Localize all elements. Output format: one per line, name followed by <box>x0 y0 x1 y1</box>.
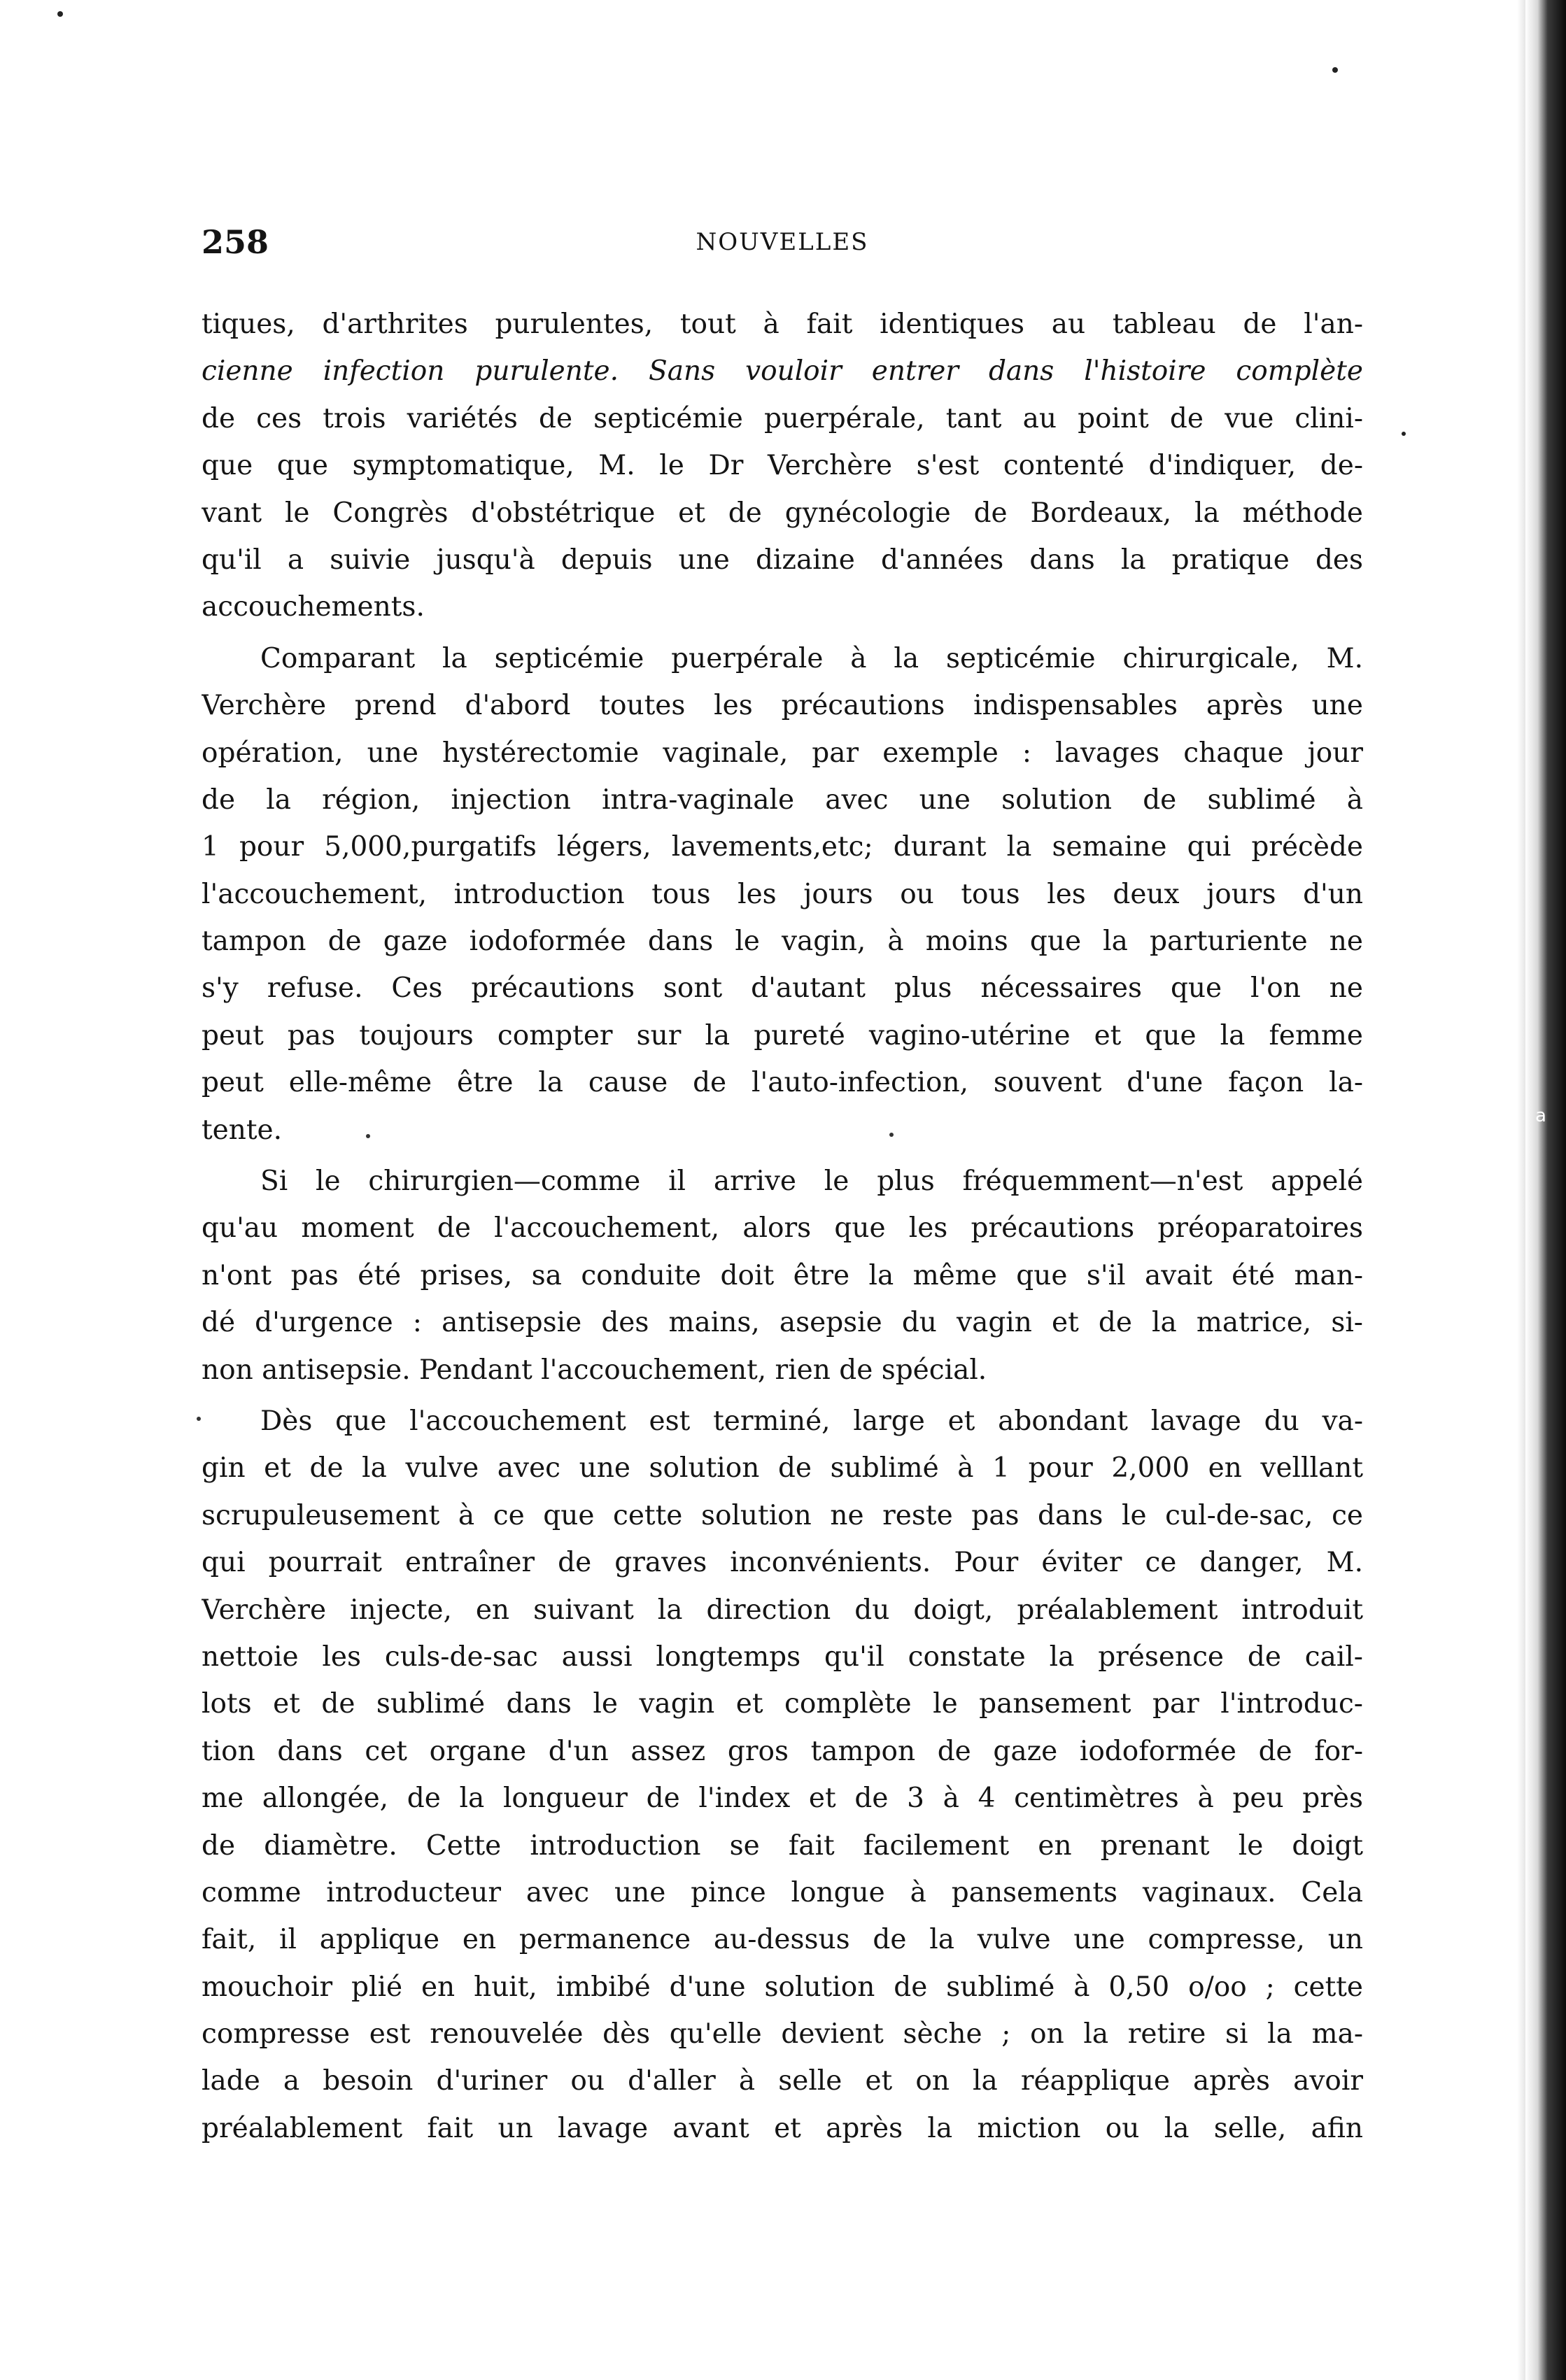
text-line: tiques, d'arthrites purulentes, tout à fait identiques au tableau de l'an- <box>202 309 1363 340</box>
text-line: l'accouchement, introduction tous les jours ou tous les deux jours d'un <box>202 878 1363 910</box>
paragraph <box>202 1398 1363 2152</box>
text-line: comme introducteur avec une pince longue à pansements vaginaux. Cela <box>202 1876 1363 1908</box>
text-line: non antisepsie. Pendant l'accouchement, rien de spécial. <box>202 1354 987 1386</box>
text-line: que que symptomatique, M. le Dr Verchère s'est contenté d'indiquer, de- <box>202 450 1363 482</box>
text-line: de diamètre. Cette introduction se fait facilement en prenant le doigt <box>202 1829 1363 1862</box>
text-line: lade a besoin d'uriner ou d'aller à selle et on la réapplique après avoir <box>202 2065 1363 2097</box>
speck <box>197 1417 201 1421</box>
text-line: Si le chirurgien—comme il arrive le plus fréquemment—n'est appelé <box>260 1166 1363 1198</box>
text-line: n'ont pas été prises, sa conduite doit être la même que s'il avait été man- <box>202 1259 1363 1291</box>
paragraph <box>202 301 1363 631</box>
text-line: tion dans cet organe d'un assez gros tampon de gaze iodoformée de for- <box>202 1735 1363 1767</box>
text-line: Verchère injecte, en suivant la direction du doigt, préalablement introduit <box>202 1594 1363 1626</box>
text-line: qu'il a suivie jusqu'à depuis une dizaine d'années dans la pratique des <box>202 544 1363 576</box>
text-line: tampon de gaze iodoformée dans le vagin, à moins que la parturiente ne <box>202 926 1363 958</box>
text-line: vant le Congrès d'obstétrique et de gynécologie de Bordeaux, la méthode <box>202 497 1363 529</box>
text-line: opération, une hystérectomie vaginale, par exemple : lavages chaque jour <box>202 737 1363 769</box>
text-line: gin et de la vulve avec une solution de sublimé à 1 pour 2,000 en velllant <box>202 1452 1363 1485</box>
page-header <box>202 221 1363 263</box>
speck <box>57 11 63 17</box>
paragraph <box>202 1158 1363 1394</box>
text-line: peut elle-même être la cause de l'auto-infection, souvent d'une façon la- <box>202 1067 1363 1099</box>
text-line: s'y refuse. Ces précautions sont d'autant plus nécessaires que l'on ne <box>202 972 1363 1005</box>
text-line: qu'au moment de l'accouchement, alors que les précautions préoparatoires <box>202 1212 1363 1245</box>
speck <box>1402 432 1406 436</box>
page-edge-shadow <box>1517 0 1525 2380</box>
text-line: dé d'urgence : antisepsie des mains, asepsie du vagin et de la matrice, si- <box>202 1307 1363 1339</box>
text-line: Verchère prend d'abord toutes les précautions indispensables après une <box>202 690 1363 722</box>
text-line: de la région, injection intra-vaginale avec une solution de sublimé à <box>202 784 1363 816</box>
text-line: lots et de sublimé dans le vagin et complète le pansement par l'introduc- <box>202 1688 1363 1720</box>
text-line: compresse est renouvelée dès qu'elle devient sèche ; on la retire si la ma- <box>202 2018 1363 2050</box>
text-line: cienne infection purulente. Sans vouloir entrer dans l'histoire complète <box>202 355 1363 388</box>
text-line: accouchements. <box>202 591 425 623</box>
speck <box>1332 67 1338 73</box>
text-line: fait, il applique en permanence au-dessus de la vulve une compresse, un <box>202 1924 1363 1956</box>
text-line: préalablement fait un lavage avant et après la miction ou la selle, afin <box>202 2112 1363 2144</box>
paragraph <box>202 635 1363 1154</box>
text-line: nettoie les culs-de-sac aussi longtemps qu'il constate la présence de cail- <box>202 1641 1363 1673</box>
text-line: 1 pour 5,000,purgatifs légers, lavements,etc; durant la semaine qui précède <box>202 831 1363 863</box>
text-line: tente. <box>202 1114 283 1146</box>
edge-mark: a <box>1535 1105 1546 1126</box>
body-text <box>202 301 1363 2152</box>
text-line: qui pourrait entraîner de graves inconvénients. Pour éviter ce danger, M. <box>202 1547 1363 1579</box>
text-line: Dès que l'accouchement est terminé, large et abondant lavage du va- <box>260 1405 1363 1437</box>
page-number: 258 <box>202 223 269 261</box>
text-line: Comparant la septicémie puerpérale à la septicémie chirurgicale, M. <box>260 642 1363 674</box>
text-line: peut pas toujours compter sur la pureté vagino-utérine et que la femme <box>202 1019 1363 1051</box>
text-line: scrupuleusement à ce que cette solution ne reste pas dans le cul-de-sac, ce <box>202 1499 1363 1531</box>
text-line: me allongée, de la longueur de l'index et de 3 à 4 centimètres à peu près <box>202 1783 1363 1815</box>
text-line: de ces trois variétés de septicémie puerpérale, tant au point de vue clini- <box>202 402 1363 434</box>
running-head: NOUVELLES <box>696 228 869 256</box>
text-line: mouchoir plié en huit, imbibé d'une solution de sublimé à 0,50 o/oo ; cette <box>202 1971 1363 2003</box>
page-edge-binding <box>1525 0 1566 2380</box>
